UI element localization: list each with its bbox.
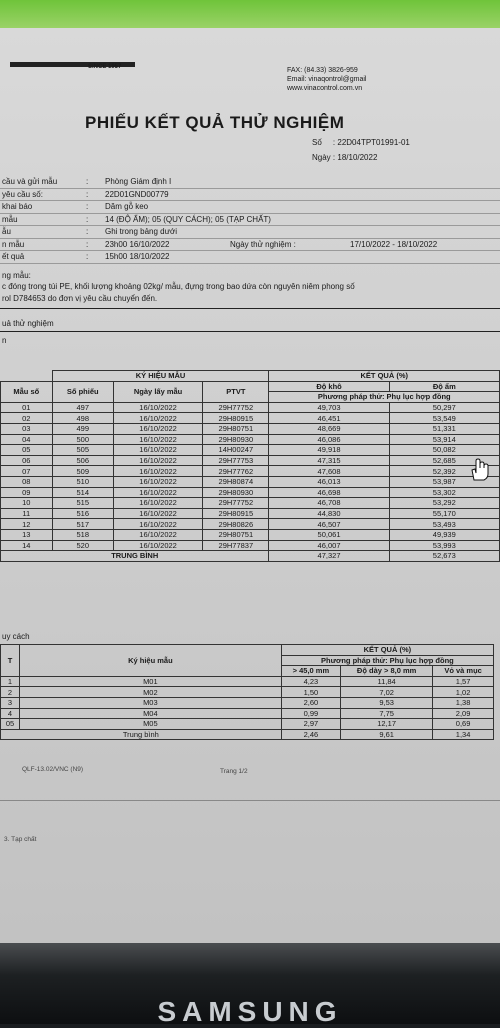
table-row: 07 509 16/10/2022 29H77762 47,608 52,392	[1, 466, 500, 477]
table-row: 08 510 16/10/2022 29H80874 46,013 53,987	[1, 476, 500, 487]
table-row: 10 515 16/10/2022 29H77752 46,708 53,292	[1, 498, 500, 509]
table-row: 2 M02 1,50 7,02 1,02	[1, 687, 494, 698]
hand-cursor-icon	[466, 456, 492, 482]
col-sample-code: Ký hiệu mẫu	[20, 645, 282, 677]
col-no: T	[1, 645, 20, 677]
form-code: QLF-13.02/VNC (N9)	[22, 766, 84, 773]
table-row: 13 518 16/10/2022 29H80751 50,061 49,939	[1, 529, 500, 540]
table-row: 12 517 16/10/2022 29H80826 46,507 53,493	[1, 519, 500, 530]
info-row: yêu cầu số: : 22D01GND00779	[0, 189, 500, 202]
col-moisture: Độ ẩm	[389, 381, 499, 392]
info-section	[0, 176, 500, 264]
col-sample-no: Mẫu số	[1, 381, 53, 402]
email-text: Email: vinaqontrol@gmail	[287, 76, 367, 83]
table-row: 01 497 16/10/2022 29H77752 49,703 50,297	[1, 402, 500, 413]
info-row: n mẫu : 23h00 16/10/2022 Ngày thử nghiệm : 17/10/2022 - 18/10/2022	[0, 239, 500, 252]
table-row: 11 516 16/10/2022 29H80915 44,830 55,170	[1, 508, 500, 519]
table-row: 3 M03 2,60 9,53 1,38	[1, 697, 494, 708]
table-row: 05 505 16/10/2022 14H00247 49,918 50,082	[1, 445, 500, 456]
document-title: PHIẾU KẾT QUẢ THỬ NGHIỆM	[85, 113, 345, 132]
table-row: 4 M04 0,99 7,75 2,09	[1, 708, 494, 719]
col-thickness: Độ dày > 8,0 mm	[341, 666, 433, 677]
col-slip-no: Số phiếu	[52, 381, 113, 402]
col-ptvt: PTVT	[203, 381, 269, 402]
spec-results-header: KẾT QUẢ (%)	[281, 645, 493, 656]
col-length: > 45,0 mm	[281, 666, 340, 677]
spec-test-method: Phương pháp thử: Phụ lục hợp đồng	[281, 655, 493, 666]
table-row: 02 498 16/10/2022 29H80915 46,451 53,549	[1, 413, 500, 424]
results-subsection: n	[2, 336, 7, 345]
info-row: ẫu : Ghi trong bảng dưới	[0, 226, 500, 239]
col-bark-rot: Vỏ và mục	[433, 666, 494, 677]
info-row: ết quả : 15h00 18/10/2022	[0, 251, 500, 264]
fax-text: FAX: (84.33) 3826-959	[287, 67, 358, 74]
test-method: Phương pháp thử: Phụ lục hợp đồng	[269, 392, 500, 403]
spec-section-label: uy cách	[2, 632, 30, 641]
sample-group-header: KÝ HIỆU MẪU	[52, 371, 269, 382]
table-row: 03 499 16/10/2022 29H80751 48,669 51,331	[1, 423, 500, 434]
sample-description-2: rol D784653 do đơn vị yêu cầu chuyển đến.	[2, 294, 158, 303]
logo-tagline: SINCE 1957	[88, 64, 122, 70]
spec-average-row: Trung bình 2,46 9,61 1,34	[1, 729, 494, 740]
table-row: 14 520 16/10/2022 29H77837 46,007 53,993	[1, 540, 500, 551]
results-header: KẾT QUẢ (%)	[269, 371, 500, 382]
info-row: mẫu : 14 (ĐỘ ẨM); 05 (QUY CÁCH); 05 (TẠP CHẤT)	[0, 214, 500, 227]
page-number: Trang 1/2	[220, 768, 248, 775]
table-row: 06 506 16/10/2022 29H77753 47,315 52,685	[1, 455, 500, 466]
document-number: Số : 22D04TPT01991-01	[312, 138, 410, 147]
moisture-results-table	[0, 370, 500, 562]
specification-table	[0, 644, 494, 740]
website-text: www.vinacontrol.com.vn	[287, 85, 363, 92]
info-row: cầu và gửi mẫu : Phòng Giám định I	[0, 176, 500, 189]
table-row: 04 500 16/10/2022 29H80930 46,086 53,914	[1, 434, 500, 445]
test-report-document	[0, 28, 500, 943]
average-row: TRUNG BÌNH 47,327 52,673	[1, 551, 500, 562]
table-row: 05 M05 2,97 12,17 0,69	[1, 719, 494, 730]
next-section-label: 3. Tạp chất	[4, 836, 37, 843]
monitor-brand-logo: SAMSUNG	[157, 996, 343, 1027]
table-row: 09 514 16/10/2022 29H80930 46,698 53,302	[1, 487, 500, 498]
info-row: khai báo : Dăm gỗ keo	[0, 201, 500, 214]
sample-description-1: c đóng trong túi PE, khối lượng khoảng 02kg/ mẫu, đựng trong bao dứa còn nguyên niêm phong số	[2, 282, 355, 291]
contact-block	[287, 66, 366, 93]
sample-section-label: ng mẫu:	[2, 271, 31, 280]
results-section-label: uả thử nghiệm	[2, 319, 54, 328]
document-date: Ngày : 18/10/2022	[312, 153, 378, 162]
col-dryness: Độ khô	[269, 381, 389, 392]
table-row: 1 M01 4,23 11,84 1,57	[1, 676, 494, 687]
col-sampling-date: Ngày lấy mẫu	[113, 381, 202, 402]
